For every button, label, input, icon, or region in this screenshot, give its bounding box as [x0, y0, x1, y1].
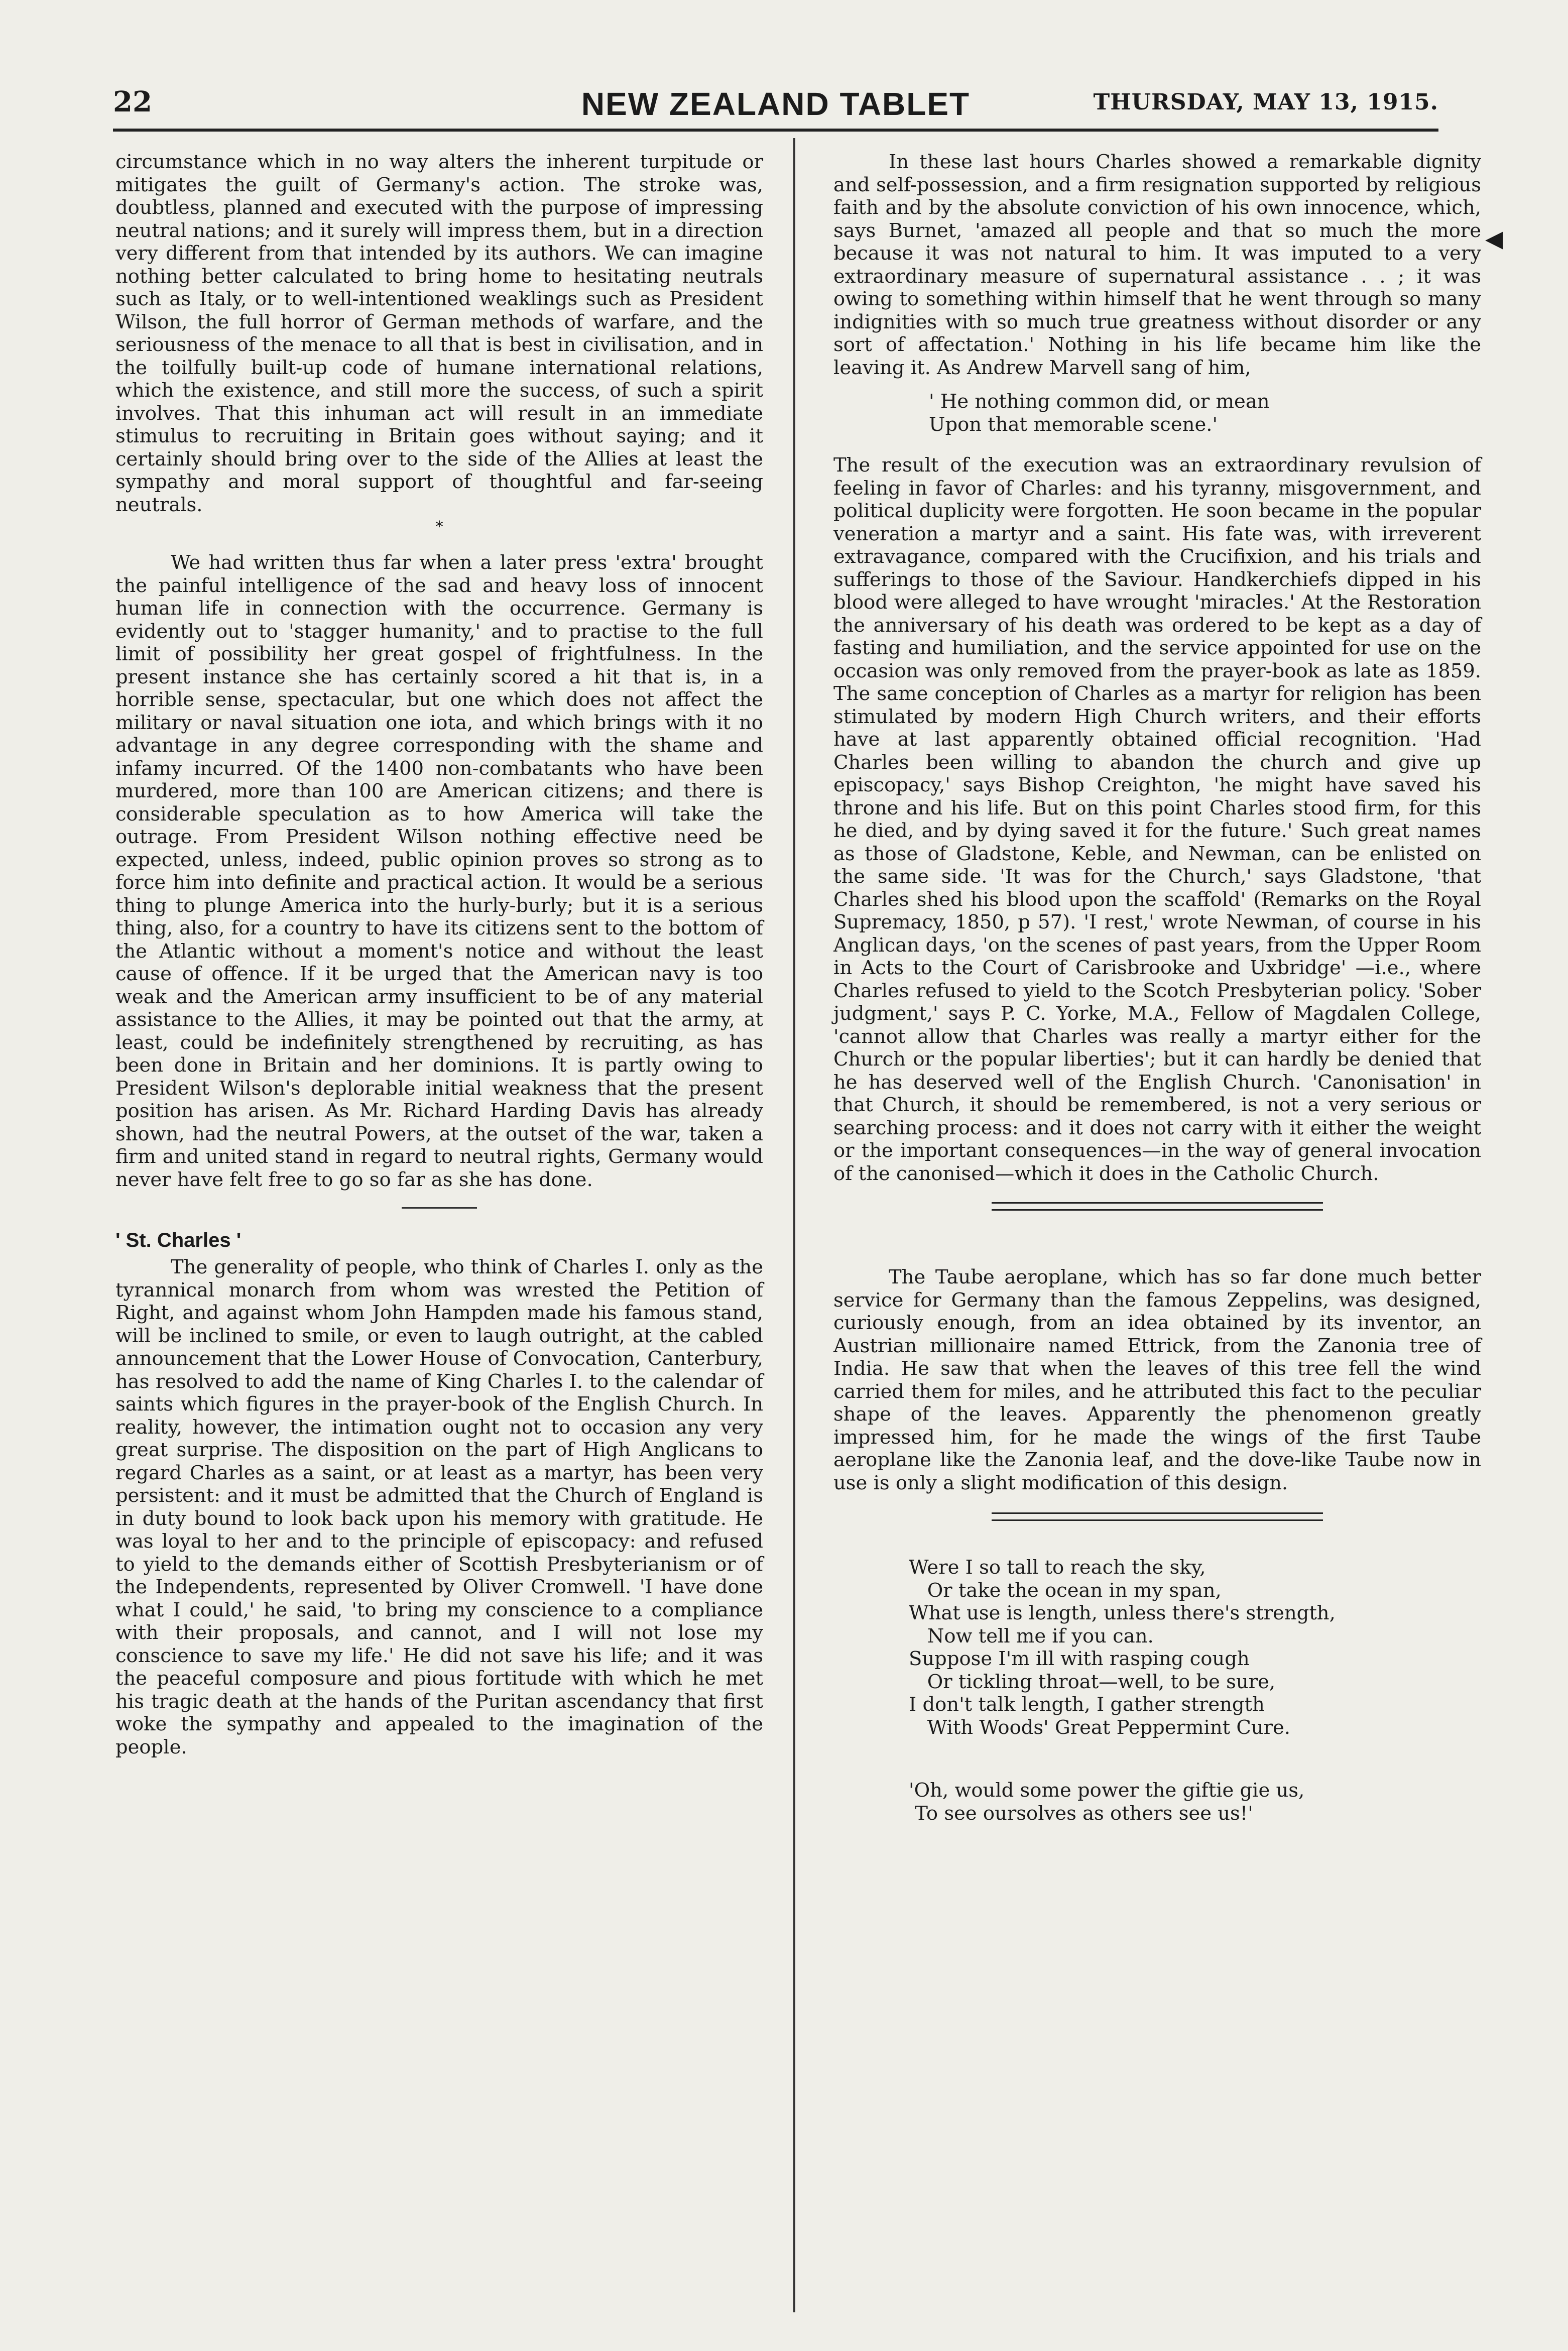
verse-line: Or tickling throat—well, to be sure,: [909, 1670, 1276, 1693]
burns-quote: [909, 1779, 1481, 1825]
header-rule: [113, 129, 1438, 132]
verse-line: What use is length, unless there's strength,: [909, 1602, 1336, 1624]
peppermint-cure-verse: [909, 1556, 1481, 1739]
verse-line: I don't talk length, I gather strength: [909, 1693, 1265, 1716]
left-paragraph-1: circumstance which in no way alters the inherent turpitude or mitigates the guilt of Germany's action. The stroke was, doubtless, planned and executed with the purpose of impressing neutral nations; and it surely will impress them, but in a direction very different from that intended by its authors. We can imagine nothing better calculated to bring home to hesitating neutrals such as Italy, or to well-intentioned weaklings such as President Wilson, the full horror of German methods of warfare, and the seriousness of the menace to all that is best in civilisation, and in the toilfully built-up code of humane international relations, which the existence, and still more the success, of such a spirit involves. That this inhuman act will result in an immediate stimulus to recruiting in Britain goes without saying; and it certainly should bring over to the side of the Allies at least the sympathy and moral support of thoughtful and far-seeing neutrals.: [115, 151, 763, 516]
column-divider: [793, 138, 795, 2312]
section-heading-st-charles: ' St. Charles ': [115, 1229, 242, 1251]
left-column: [115, 151, 763, 1758]
section-asterisk: *: [435, 518, 443, 536]
verse-line: Now tell me if you can.: [909, 1624, 1154, 1648]
marvell-verse: [929, 390, 1481, 436]
double-rule-divider: [992, 1202, 1323, 1211]
issue-date: THURSDAY, MAY 13, 1915.: [1093, 89, 1438, 115]
verse-line: ' He nothing common did, or mean: [929, 390, 1270, 413]
verse-line: To see oursolves as others see us!': [909, 1802, 1253, 1825]
verse-line: Were I so tall to reach the sky,: [909, 1556, 1206, 1579]
verse-line: Or take the ocean in my span,: [909, 1579, 1222, 1602]
margin-arrow-mark: ◀: [1485, 225, 1503, 252]
page-header: [113, 85, 1438, 126]
right-paragraph-1: In these last hours Charles showed a remarkable dignity and self-possession, and a firm resignation supported by religious faith and by the absolute conviction of his own innocence, which, says Burnet, 'amazed all people and that so much the more because it was not natural to him. It was imputed to a very extraordinary measure of supernatural assistance . . ; it was owing to something within himself that he went through so many indignities with so much true greatness without disorder or any sort of affectation.' Nothing in his life became him like the leaving it. As Andrew Marvell sang of him,: [833, 151, 1481, 379]
right-column: [833, 151, 1481, 1825]
right-paragraph-3: The Taube aeroplane, which has so far done much better service for Germany than the famous Zeppelins, was designed, curiously enough, from an idea obtained by its inventor, an Austrian millionaire named Ettrick, from the Zanonia tree of India. He saw that when the leaves of this tree fell the wind carried them for miles, and he attributed this fact to the peculiar shape of the leaves. Apparently the phenomenon greatly impressed him, for he made the wings of the first Taube aeroplane like the Zanonia leaf, and the dove-like Taube now in use is only a slight modification of this design.: [833, 1266, 1481, 1494]
section-divider: [402, 1207, 477, 1209]
left-paragraph-3: The generality of people, who think of Charles I. only as the tyrannical monarch from whom was wrested the Petition of Right, and against whom John Hampden made his famous stand, will be inclined to smile, or even to laugh outright, at the cabled announcement that the Lower House of Convocation, Canterbury, has resolved to add the name of King Charles I. to the calendar of saints which figures in the prayer-book of the English Church. In reality, however, the intimation ought not to occasion any very great surprise. The disposition on the part of High Anglicans to regard Charles as a saint, or at least as a martyr, has been very persistent: and it must be admitted that the Church of England is in duty bound to look back upon his memory with gratitude. He was loyal to her and to the principle of episcopacy: and refused to yield to the demands either of Scottish Presbyterianism or of the Independents, represented by Oliver Cromwell. 'I have done what I could,' he said, 'to bring my conscience to a compliance with their proposals, and cannot, and I will not lose my conscience to save my life.' He did not save his life; and it was the peaceful composure and pious fortitude with which he met his tragic death at the hands of the Puritan ascendancy that first woke the sympathy and appealed to the imagination of the people.: [115, 1256, 763, 1758]
verse-line: Suppose I'm ill with rasping cough: [909, 1648, 1250, 1670]
masthead-title: NEW ZEALAND TABLET: [581, 86, 971, 122]
verse-line: With Woods' Great Peppermint Cure.: [909, 1716, 1291, 1739]
page-number: 22: [113, 85, 152, 119]
right-paragraph-2: The result of the execution was an extraordinary revulsion of feeling in favor of Charles: and his tyranny, misgovernment, and political duplicity were forgotten. He soon became in the popular veneration a martyr and a saint. His fate was, with irreverent extravagance, compared with the Crucifixion, and his trials and sufferings to those of the Saviour. Handkerchiefs dipped in his blood were alleged to have wrought 'miracles.' At the Restoration the anniversary of his death was ordered to be kept as a day of fasting and humiliation, and the service appointed for use on the occasion was only removed from the prayer-book as late as 1859. The same conception of Charles as a martyr for religion has been stimulated by modern High Church writers, and their efforts have at last apparently obtained official recognition. 'Had Charles been willing to abandon the church and give up episcopacy,' says Bishop Creighton, 'he might have saved his throne and his life. But on this point Charles stood firm, for this he died, and by dying saved it for the future.' Such great names as those of Gladstone, Keble, and Newman, can be enlisted on the same side. 'It was for the Church,' says Gladstone, 'that Charles shed his blood upon the scaffold' (Remarks on the Royal Supremacy, 1850, p 57). 'I rest,' wrote Newman, of course in his Anglican days, 'on the scenes of past years, from the Upper Room in Acts to the Court of Carisbrooke and Uxbridge' —i.e., where Charles refused to yield to the Scotch Presbyterian policy. 'Sober judgment,' says P. C. Yorke, M.A., Fellow of Magdalen College, 'cannot allow that Charles was really a martyr either for the Church or the popular liberties'; but it can hardly be denied that he has deserved well of the English Church. 'Canonisation' in that Church, it should be remembered, is not a very serious or searching process: and it does not carry with it either the weight or the important consequences—in the way of general invocation of the canonised—which it does in the Catholic Church.: [833, 454, 1481, 1185]
verse-line: Upon that memorable scene.': [929, 413, 1218, 436]
verse-line: 'Oh, would some power the giftie gie us,: [909, 1779, 1305, 1802]
left-paragraph-2: We had written thus far when a later press 'extra' brought the painful intelligence of the sad and heavy loss of innocent human life in connection with the occurrence. Germany is evidently out to 'stagger humanity,' and to practise to the full limit of possibility her great gospel of frightfulness. In the present instance she has certainly scored a hit that is, in a horrible sense, spectacular, but one which does not affect the military or naval situation one iota, and which brings with it no advantage in any degree corresponding with the shame and infamy incurred. Of the 1400 non-combatants who have been murdered, more than 100 are American citizens; and there is considerable speculation as to how America will take the outrage. From President Wilson nothing effective need be expected, unless, indeed, public opinion proves so strong as to force him into definite and practical action. It would be a serious thing to plunge America into the hurly-burly; but it is a serious thing, also, for a country to have its citizens sent to the bottom of the Atlantic without a moment's notice and without the least cause of offence. If it be urged that the American navy is too weak and the American army insufficient to be of any material assistance to the Allies, it may be pointed out that the army, at least, could be indefinitely strengthened by recruiting, as has been done in Britain and her dominions. It is partly owing to President Wilson's deplorable initial weakness that the present position has arisen. As Mr. Richard Harding Davis has already shown, had the neutral Powers, at the outset of the war, taken a firm and united stand in regard to neutral rights, Germany would never have felt free to go so far as she has done.: [115, 551, 763, 1191]
double-rule-divider: [992, 1512, 1323, 1521]
